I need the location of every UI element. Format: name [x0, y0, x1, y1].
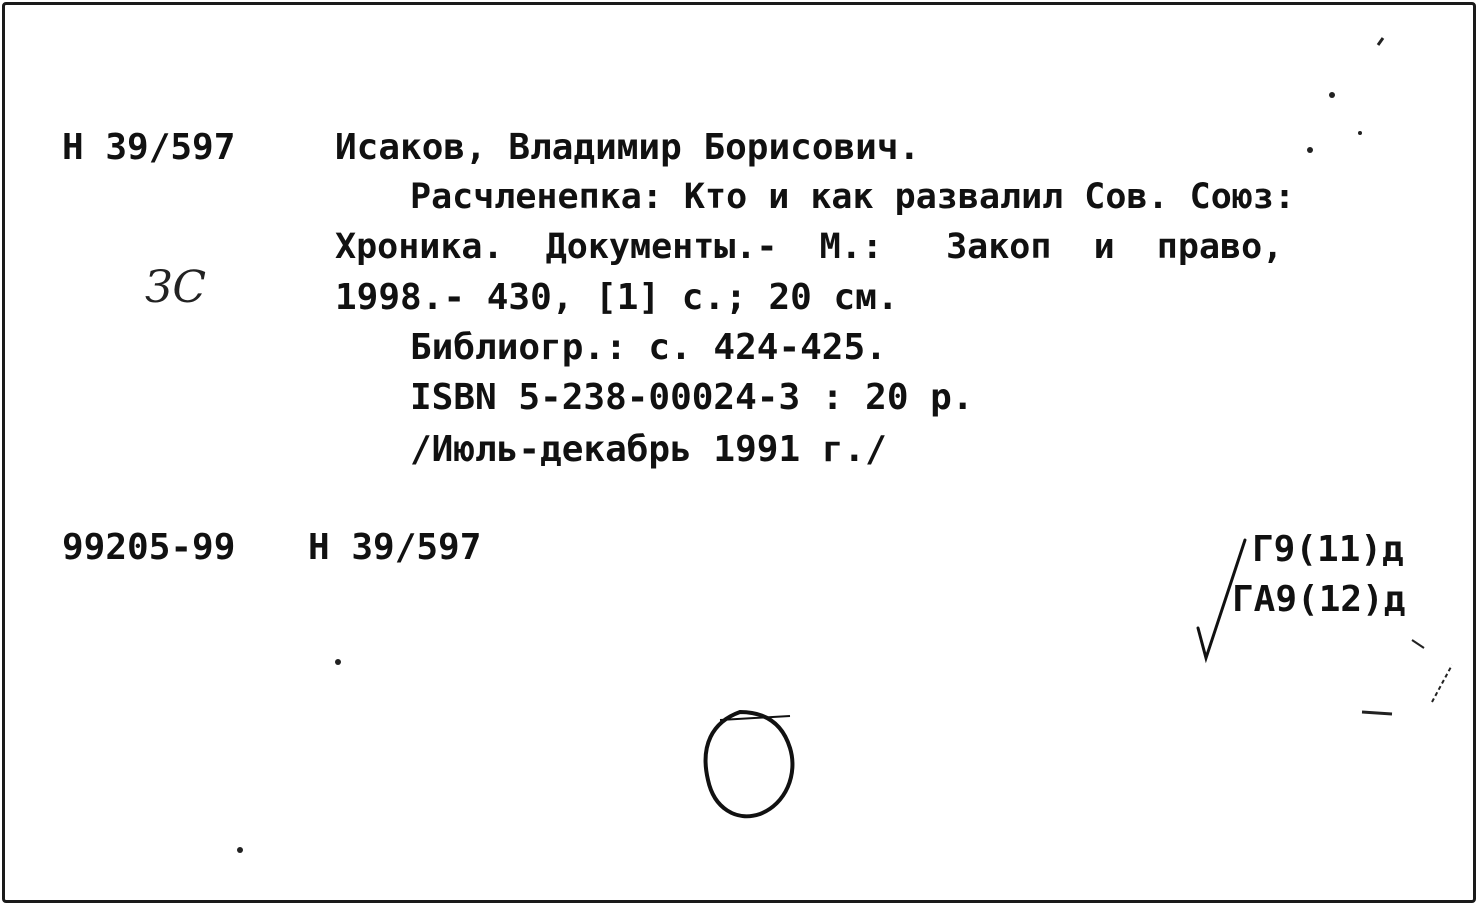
handwritten-note: ЗС — [145, 262, 207, 313]
stamp-outline — [706, 712, 793, 816]
check-mark — [1198, 540, 1245, 658]
speck — [1378, 38, 1383, 45]
isbn-line: ISBN 5-238-00024-3 : 20 р. — [410, 377, 974, 418]
bibliography-note: Библиогр.: с. 424-425. — [410, 327, 887, 368]
scratch — [1432, 665, 1452, 702]
title-line-1: Расчленепка: Кто и как развалил Сов. Союз: — [410, 177, 1296, 217]
period-note: /Июль-декабрь 1991 г./ — [410, 429, 887, 470]
author-heading: Исаков, Владимир Борисович. — [335, 127, 921, 168]
speck — [335, 659, 341, 665]
scratch — [1412, 640, 1424, 648]
scratch — [1362, 712, 1392, 714]
shelfmark-repeat: Н 39/597 — [308, 527, 482, 568]
speck — [1329, 92, 1335, 98]
accession-number: 99205-99 — [62, 527, 236, 568]
title-line-3: 1998.- 430, [1] с.; 20 см. — [335, 277, 899, 318]
speck — [1358, 131, 1362, 135]
classification-2: ГА9(12)д — [1232, 579, 1406, 620]
speck — [1307, 147, 1313, 153]
speck — [237, 847, 243, 853]
title-line-2: Хроника. Документы.- М.: Закоп и право, — [335, 227, 1284, 267]
shelfmark: Н 39/597 — [62, 127, 236, 168]
classification-1: Г9(11)д — [1252, 529, 1404, 570]
